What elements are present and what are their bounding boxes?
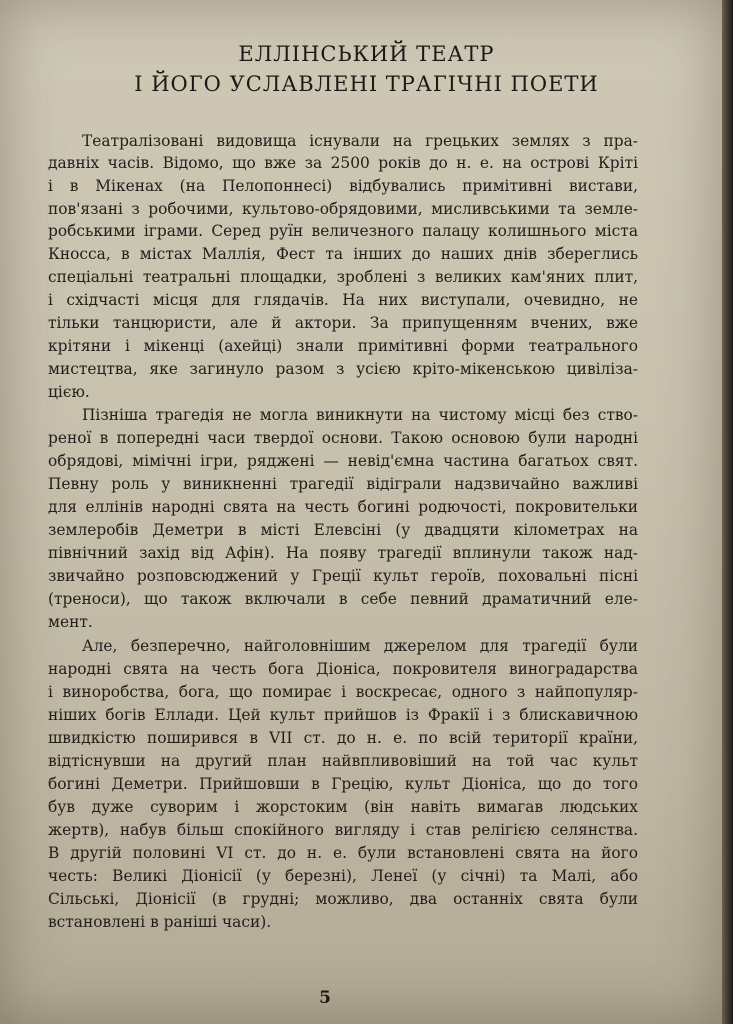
text-line: спеціальні театральні площадки, зроблені з великих кам'яних плит, xyxy=(48,268,638,286)
text-line: звичайно розповсюджений у Греції культ героїв, поховальні пісні xyxy=(48,567,638,585)
text-line: відтіснувши на другий план найвпливовіший на той час культ xyxy=(48,752,638,770)
text-line: давніх часів. Відомо, що вже за 2500 років до н. е. на острові Кріті xyxy=(48,154,638,172)
text-line: робськими іграми. Серед руїн величезного палацу колишнього міста xyxy=(48,222,638,240)
chapter-title-line-1: ЕЛЛІНСЬКИЙ ТЕАТР xyxy=(238,42,495,66)
text-line: швидкістю поширився в VII ст. до н. е. по всій території країни, xyxy=(48,729,638,747)
text-line: був дуже суворим і жорстоким (він навіть вимагав людських xyxy=(48,798,638,816)
text-line: ніших богів Еллади. Цей культ прийшов із Фракії і з блискавичною xyxy=(48,706,638,724)
text-line: Пізніша трагедія не могла виникнути на чистому місці без ство- xyxy=(82,406,638,424)
text-line: мистецтва, яке загинуло разом з усією кріто-мікенською цивіліза- xyxy=(48,360,638,378)
text-line: честь: Великі Діонісії (у березні), Ленеї (у січні) та Малі, або xyxy=(48,867,638,885)
page-number: 5 xyxy=(319,988,331,1008)
text-line: і східчасті місця для глядачів. На них виступали, очевидно, не xyxy=(48,291,638,309)
text-line: пов'язані з робочими, культово-обрядовими, мисливськими та земле- xyxy=(48,200,638,218)
text-line: богині Деметри. Прийшовши в Грецію, культ Діоніса, що до того xyxy=(48,775,638,793)
text-line: реної в попередні часи твердої основи. Такою основою були народні xyxy=(48,429,638,447)
text-line: крітяни і мікенці (ахейці) знали примітивні форми театрального xyxy=(48,337,638,355)
text-line: Але, безперечно, найголовнішим джерелом для трагедії були xyxy=(82,637,638,655)
text-line: і в Мікенах (на Пелопоннесі) відбувались примітивні вистави, xyxy=(48,177,638,195)
text-line: встановлені в раніші часи). xyxy=(48,913,272,931)
text-line: мент. xyxy=(48,613,93,631)
text-line: північний захід від Афін). На появу трагедії вплинули також над- xyxy=(48,544,638,562)
text-line: обрядові, мімічні ігри, ряджені — невід'ємна частина багатьох свят. xyxy=(48,452,638,470)
chapter-title-line-2: І ЙОГО УСЛАВЛЕНІ ТРАГІЧНІ ПОЕТИ xyxy=(134,72,599,96)
text-line: народні свята на честь бога Діоніса, покровителя виноградарства xyxy=(48,660,638,678)
text-line: Театралізовані видовища існували на грецьких землях з пра- xyxy=(82,132,638,150)
text-line: В другій половині VI ст. до н. е. були встановлені свята на його xyxy=(48,844,638,862)
text-line: жертв), набув більш спокійного вигляду і став релігією селянства. xyxy=(48,821,638,839)
text-line: цією. xyxy=(48,383,90,401)
text-line: Кносса, в містах Маллія, Фест та інших до наших днів збереглись xyxy=(48,245,638,263)
text-line: для еллінів народні свята на честь богині родючості, покровительки xyxy=(48,498,638,516)
text-line: Певну роль у виникненні трагедії відіграли надзвичайно важливі xyxy=(48,475,638,493)
text-line: тільки танцюристи, але й актори. За припущенням вчених, вже xyxy=(48,314,638,332)
text-line: Сільські, Діонісії (в грудні; можливо, два останніх свята були xyxy=(48,890,638,908)
book-spine-shadow xyxy=(722,0,733,1024)
text-line: землеробів Деметри в місті Елевсіні (у двадцяти кілометрах на xyxy=(48,521,638,539)
text-line: (треноси), що також включали в себе певний драматичний еле- xyxy=(48,590,638,608)
text-line: і виноробства, бога, що помирає і воскресає, одного з найпопуляр- xyxy=(48,683,638,701)
